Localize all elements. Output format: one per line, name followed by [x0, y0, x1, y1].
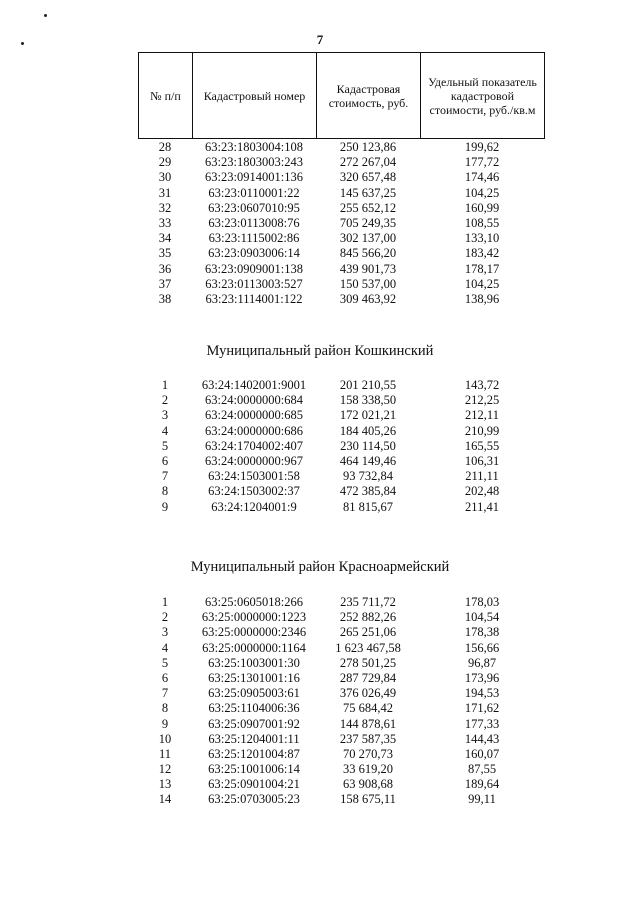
cadastral-number: 63:25:0000000:1164 — [202, 640, 306, 655]
table-row — [138, 717, 544, 732]
cadastral-number: 63:25:0605018:266 — [205, 595, 303, 609]
table-row — [138, 393, 544, 408]
row-number: 36 — [158, 261, 172, 276]
cadastral-cost: 144 878,61 — [339, 716, 397, 731]
specific-cost: 211,11 — [465, 469, 499, 484]
specific-cost: 178,03 — [464, 595, 500, 609]
specific-cost: 210,99 — [464, 423, 500, 438]
cadastral-cost: 33 619,20 — [343, 762, 393, 777]
row-number: 28 — [158, 140, 172, 154]
cadastral-cost: 75 684,42 — [343, 701, 393, 716]
row-number: 13 — [158, 777, 172, 792]
cadastral-number: 63:24:1402001:9001 — [201, 378, 307, 392]
cadastral-number: 63:24:0000000:686 — [205, 423, 303, 438]
row-number: 14 — [158, 792, 172, 807]
table-row — [138, 140, 544, 155]
section-title-krasnoarmeysky: Муниципальный район Красноармейский — [190, 559, 450, 575]
row-number: 30 — [158, 170, 172, 185]
table-row — [138, 216, 544, 231]
cadastral-cost: 150 537,00 — [339, 276, 397, 291]
cadastral-number: 63:25:1104006:36 — [208, 701, 300, 716]
cadastral-number: 63:23:0110001:22 — [208, 185, 300, 200]
row-number: 9 — [161, 499, 169, 514]
table-row — [138, 155, 544, 170]
specific-cost: 178,17 — [464, 261, 500, 276]
cadastral-cost: 309 463,92 — [339, 291, 397, 306]
row-number: 8 — [161, 484, 169, 499]
cadastral-number: 63:23:1115002:86 — [208, 231, 300, 246]
section-title-koshkinsky: Муниципальный район Кошкинский — [206, 343, 434, 359]
cadastral-cost: 320 657,48 — [339, 170, 397, 185]
specific-cost: 211,41 — [465, 499, 499, 514]
cadastral-cost: 464 149,46 — [339, 453, 397, 468]
header-specific-cost: Удельный показатель кадастровой стоимости, руб./кв.м — [421, 53, 545, 139]
table-row — [138, 186, 544, 201]
table-row — [138, 671, 544, 686]
specific-cost: 96,87 — [467, 655, 497, 670]
rows-section-1 — [138, 140, 544, 307]
specific-cost: 171,62 — [464, 701, 500, 716]
specific-cost: 99,11 — [468, 792, 496, 807]
row-number: 35 — [158, 246, 172, 261]
rows-section-krasnoarmeysky — [138, 595, 544, 808]
cadastral-number: 63:23:0909001:138 — [205, 261, 303, 276]
row-number: 5 — [161, 438, 169, 453]
specific-cost: 177,33 — [464, 716, 500, 731]
cadastral-number: 63:23:0113008:76 — [208, 215, 300, 230]
specific-cost: 183,42 — [464, 246, 500, 261]
table-row — [138, 246, 544, 261]
cadastral-cost: 184 405,26 — [339, 423, 397, 438]
specific-cost: 160,07 — [464, 746, 500, 761]
cadastral-cost: 235 711,72 — [340, 595, 396, 609]
row-number: 11 — [158, 746, 172, 761]
specific-cost: 104,25 — [464, 185, 500, 200]
table-row — [138, 454, 544, 469]
row-number: 2 — [161, 610, 169, 625]
cadastral-number: 63:25:0901004:21 — [208, 777, 300, 792]
header-cadastral-number: Кадастровый номер — [193, 53, 317, 139]
specific-cost: 177,72 — [464, 155, 500, 170]
specific-cost: 199,62 — [464, 140, 500, 154]
table-row — [138, 762, 544, 777]
cadastral-number: 63:23:1114001:122 — [205, 291, 303, 306]
row-number: 5 — [161, 655, 169, 670]
cadastral-cost: 265 251,06 — [339, 625, 397, 640]
row-number: 32 — [158, 200, 172, 215]
cadastral-number: 63:25:1301001:16 — [208, 670, 300, 685]
row-number: 1 — [161, 378, 169, 392]
cadastral-cost: 439 901,73 — [339, 261, 397, 276]
cadastral-number: 63:24:0000000:684 — [205, 393, 303, 408]
table-row — [138, 408, 544, 423]
table-header — [138, 52, 545, 139]
page-number: 7 — [316, 32, 324, 47]
cadastral-cost: 376 026,49 — [339, 686, 397, 701]
cadastral-cost: 255 652,12 — [339, 200, 397, 215]
specific-cost: 104,54 — [464, 610, 500, 625]
table-row — [138, 641, 544, 656]
table-row — [138, 170, 544, 185]
scan-speck — [44, 14, 47, 17]
row-number: 12 — [158, 762, 172, 777]
rows-section-koshkinsky — [138, 378, 544, 515]
row-number: 8 — [161, 701, 169, 716]
cadastral-number: 63:25:0000000:1223 — [201, 610, 307, 625]
cadastral-number: 63:23:1803003:243 — [205, 155, 303, 170]
cadastral-number: 63:24:0000000:967 — [205, 453, 303, 468]
row-number: 9 — [161, 716, 169, 731]
row-number: 7 — [161, 686, 169, 701]
row-number: 7 — [161, 469, 169, 484]
table-row — [138, 747, 544, 762]
cadastral-cost: 472 385,84 — [339, 484, 397, 499]
cadastral-number: 63:23:0914001:136 — [205, 170, 303, 185]
table-row — [138, 610, 544, 625]
row-number: 4 — [161, 640, 169, 655]
row-number: 10 — [158, 731, 172, 746]
cadastral-number: 63:25:0905003:61 — [208, 686, 300, 701]
cadastral-number: 63:23:0903006:14 — [208, 246, 300, 261]
cadastral-cost: 237 587,35 — [339, 731, 397, 746]
row-number: 33 — [158, 215, 172, 230]
cadastral-number: 63:23:1803004:108 — [205, 140, 303, 154]
row-number: 34 — [158, 231, 172, 246]
cadastral-number: 63:24:1503001:58 — [208, 469, 300, 484]
cadastral-number: 63:25:1201004:87 — [208, 746, 300, 761]
row-number: 37 — [158, 276, 172, 291]
row-number: 6 — [161, 670, 169, 685]
specific-cost: 189,64 — [464, 777, 500, 792]
specific-cost: 178,38 — [464, 625, 500, 640]
table-row — [138, 656, 544, 671]
specific-cost: 173,96 — [464, 670, 500, 685]
cadastral-number: 63:25:0000000:2346 — [201, 625, 307, 640]
cadastral-number: 63:23:0607010:95 — [208, 200, 300, 215]
table-row — [138, 777, 544, 792]
header-cadastral-cost: Кадастровая стоимость, руб. — [317, 53, 421, 139]
row-number: 3 — [161, 625, 169, 640]
table-row — [138, 595, 544, 610]
table-row — [138, 732, 544, 747]
table-row — [138, 262, 544, 277]
cadastral-cost: 252 882,26 — [339, 610, 397, 625]
specific-cost: 143,72 — [464, 378, 500, 392]
cadastral-cost: 145 637,25 — [339, 185, 397, 200]
cadastral-number: 63:25:0703005:23 — [208, 792, 300, 807]
specific-cost: 144,43 — [464, 731, 500, 746]
cadastral-number: 63:25:1001006:14 — [208, 762, 300, 777]
specific-cost: 165,55 — [464, 438, 500, 453]
table-row — [138, 792, 544, 807]
table-row — [138, 701, 544, 716]
cadastral-cost: 230 114,50 — [340, 438, 396, 453]
specific-cost: 87,55 — [467, 762, 497, 777]
cadastral-cost: 302 137,00 — [339, 231, 397, 246]
cadastral-number: 63:24:1204001:9 — [211, 499, 297, 514]
specific-cost: 106,31 — [464, 453, 500, 468]
header-number: № п/п — [139, 53, 193, 139]
table-row — [138, 277, 544, 292]
specific-cost: 108,55 — [464, 215, 500, 230]
row-number: 3 — [161, 408, 169, 423]
cadastral-cost: 705 249,35 — [339, 215, 397, 230]
cadastral-number: 63:23:0113003:527 — [205, 276, 303, 291]
cadastral-cost: 845 566,20 — [339, 246, 397, 261]
table-row — [138, 201, 544, 216]
cadastral-cost: 172 021,21 — [339, 408, 397, 423]
specific-cost: 202,48 — [464, 484, 500, 499]
specific-cost: 133,10 — [464, 231, 500, 246]
table-row — [138, 484, 544, 499]
cadastral-cost: 93 732,84 — [343, 469, 393, 484]
cadastral-number: 63:24:0000000:685 — [205, 408, 303, 423]
cadastral-cost: 287 729,84 — [339, 670, 397, 685]
specific-cost: 156,66 — [464, 640, 500, 655]
cadastral-number: 63:25:1003001:30 — [208, 655, 300, 670]
table-row — [138, 686, 544, 701]
row-number: 4 — [161, 423, 169, 438]
specific-cost: 174,46 — [464, 170, 500, 185]
cadastral-cost: 158 338,50 — [339, 393, 397, 408]
table-row — [138, 439, 544, 454]
specific-cost: 104,25 — [464, 276, 500, 291]
row-number: 29 — [158, 155, 172, 170]
specific-cost: 212,25 — [464, 393, 500, 408]
cadastral-number: 63:25:0907001:92 — [208, 716, 300, 731]
specific-cost: 138,96 — [464, 291, 500, 306]
specific-cost: 212,11 — [465, 408, 499, 423]
cadastral-cost: 201 210,55 — [339, 378, 397, 392]
cadastral-cost: 1 623 467,58 — [335, 640, 401, 655]
table-row — [138, 424, 544, 439]
table-row — [138, 231, 544, 246]
row-number: 6 — [161, 453, 169, 468]
table-row — [138, 378, 544, 393]
row-number: 1 — [161, 595, 169, 609]
cadastral-cost: 63 908,68 — [343, 777, 393, 792]
cadastral-number: 63:24:1704002:407 — [205, 438, 303, 453]
cadastral-cost: 70 270,73 — [343, 746, 393, 761]
row-number: 38 — [158, 291, 172, 306]
specific-cost: 194,53 — [464, 686, 500, 701]
row-number: 31 — [158, 185, 172, 200]
cadastral-cost: 272 267,04 — [339, 155, 397, 170]
row-number: 2 — [161, 393, 169, 408]
table-row — [138, 500, 544, 515]
cadastral-cost: 250 123,86 — [339, 140, 397, 154]
cadastral-cost: 158 675,11 — [340, 792, 396, 807]
table-row — [138, 469, 544, 484]
cadastral-cost: 81 815,67 — [343, 499, 393, 514]
table-row — [138, 625, 544, 640]
table-row — [138, 292, 544, 307]
cadastral-cost: 278 501,25 — [339, 655, 397, 670]
cadastral-number: 63:24:1503002:37 — [208, 484, 300, 499]
cadastral-number: 63:25:1204001:11 — [208, 731, 300, 746]
specific-cost: 160,99 — [464, 200, 500, 215]
